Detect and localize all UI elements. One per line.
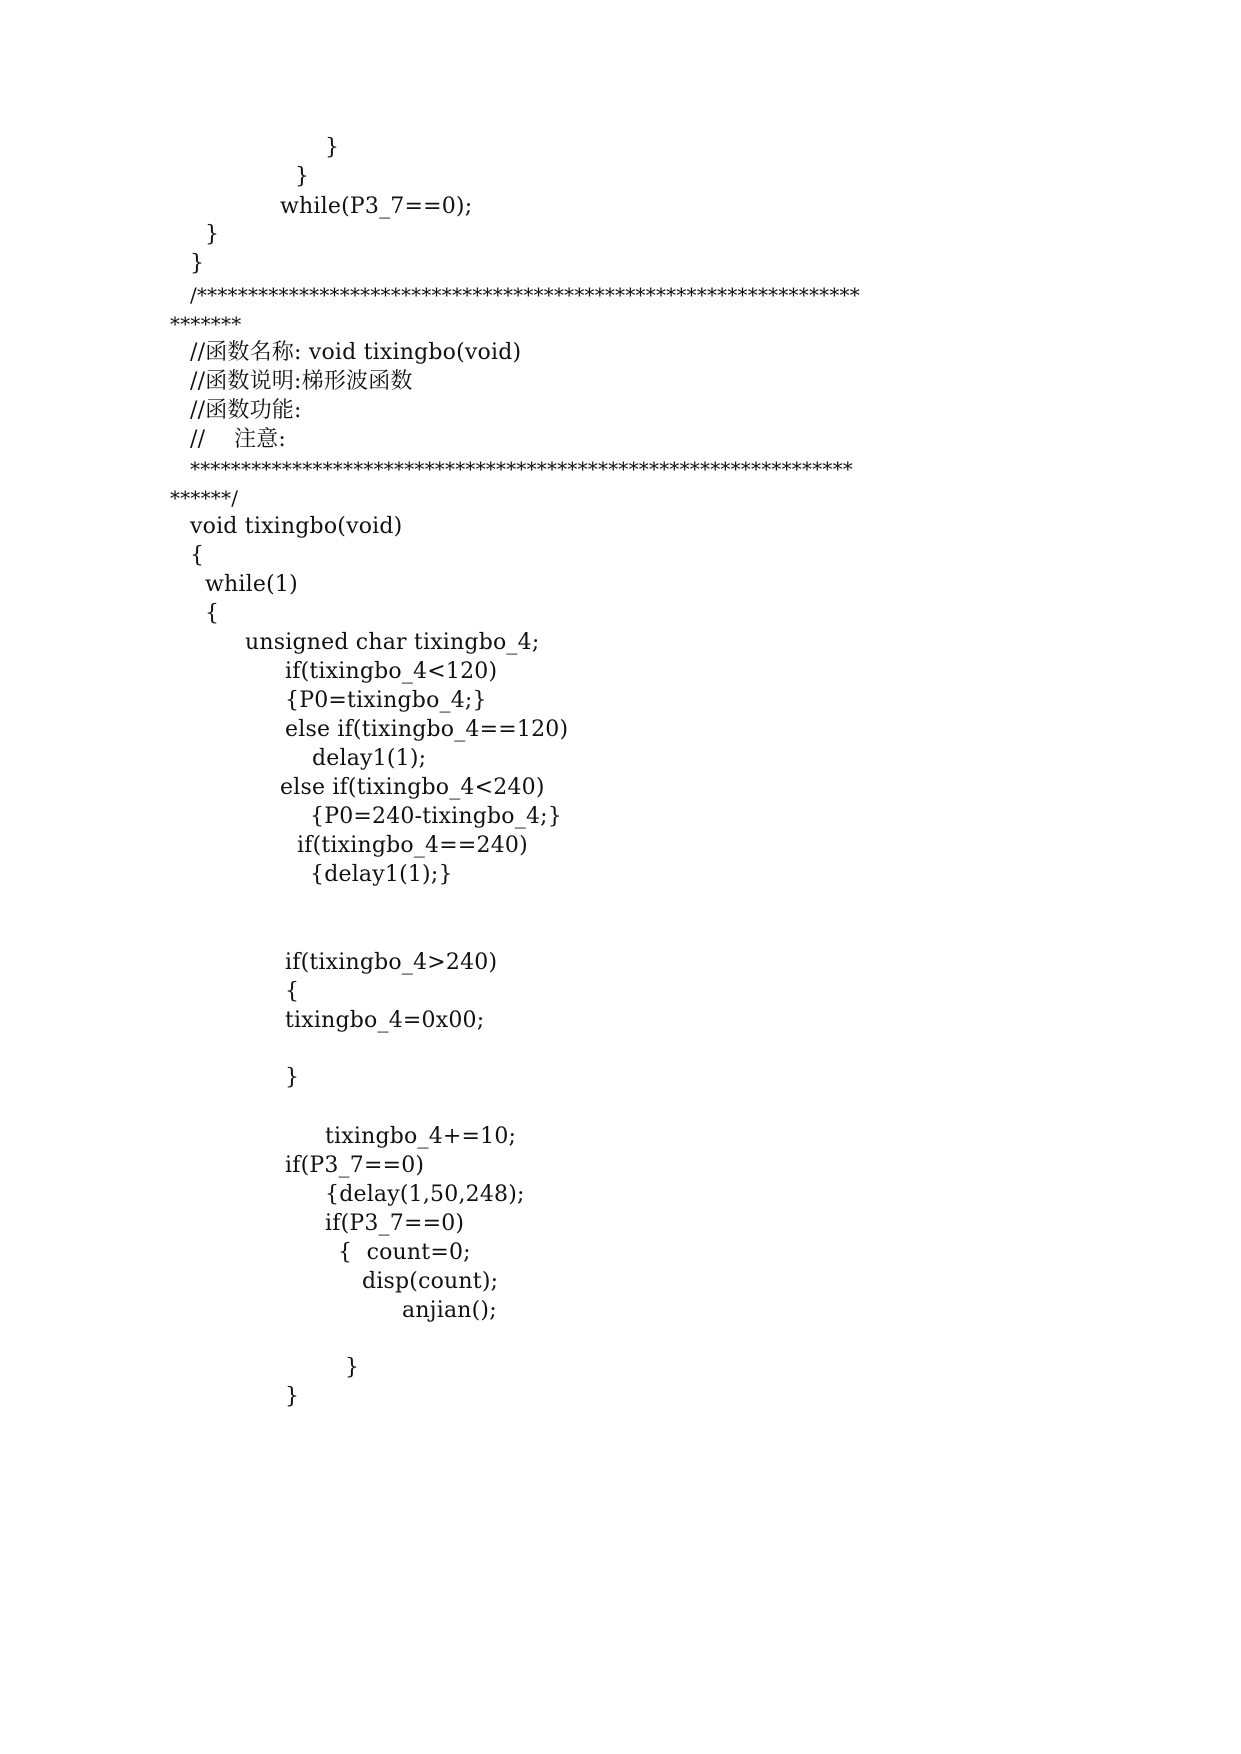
code-line: {P0=240-tixingbo_4;}	[310, 804, 562, 829]
comment-border-line: *******	[170, 312, 242, 336]
code-line: if(tixingbo_4==240)	[297, 833, 528, 858]
comment-border-line: ******/	[170, 486, 239, 510]
code-line: unsigned char tixingbo_4;	[245, 630, 540, 655]
code-line: }	[190, 251, 205, 276]
code-comment-line: // 注意:	[190, 427, 287, 452]
code-line: else if(tixingbo_4<240)	[280, 775, 545, 800]
code-line: {delay1(1);}	[310, 862, 453, 887]
code-comment-line: //函数说明:梯形波函数	[190, 369, 413, 394]
code-line: if(tixingbo_4<120)	[285, 659, 498, 684]
comment-border-line: *****************************************************************	[190, 457, 853, 481]
code-line: while(1)	[205, 572, 298, 597]
code-line: {P0=tixingbo_4;}	[285, 688, 487, 713]
code-line: if(tixingbo_4>240)	[285, 950, 498, 975]
code-comment-line: //函数功能:	[190, 398, 302, 423]
code-line: }	[345, 1355, 360, 1380]
comment-border-line: /*****************************************************************	[190, 283, 860, 307]
code-line: if(P3_7==0)	[285, 1153, 425, 1178]
code-line: anjian();	[402, 1298, 497, 1323]
code-line: void tixingbo(void)	[190, 514, 403, 539]
code-line: while(P3_7==0);	[280, 194, 473, 219]
code-line: }	[295, 164, 310, 189]
code-line: }	[285, 1384, 300, 1409]
code-line: }	[325, 135, 340, 160]
code-line: }	[205, 222, 220, 247]
code-comment-line: //函数名称: void tixingbo(void)	[190, 340, 522, 365]
code-line: disp(count);	[362, 1269, 499, 1294]
code-line: else if(tixingbo_4==120)	[285, 717, 569, 742]
code-line: tixingbo_4+=10;	[325, 1124, 517, 1149]
code-line: {delay(1,50,248);	[325, 1182, 525, 1207]
code-line: tixingbo_4=0x00;	[285, 1008, 485, 1033]
code-line: {	[205, 601, 220, 626]
code-line: }	[285, 1065, 300, 1090]
code-line: { count=0;	[338, 1240, 471, 1265]
code-line: delay1(1);	[312, 746, 427, 771]
code-line: {	[190, 543, 205, 568]
code-line: if(P3_7==0)	[325, 1211, 465, 1236]
code-line: {	[285, 979, 300, 1004]
